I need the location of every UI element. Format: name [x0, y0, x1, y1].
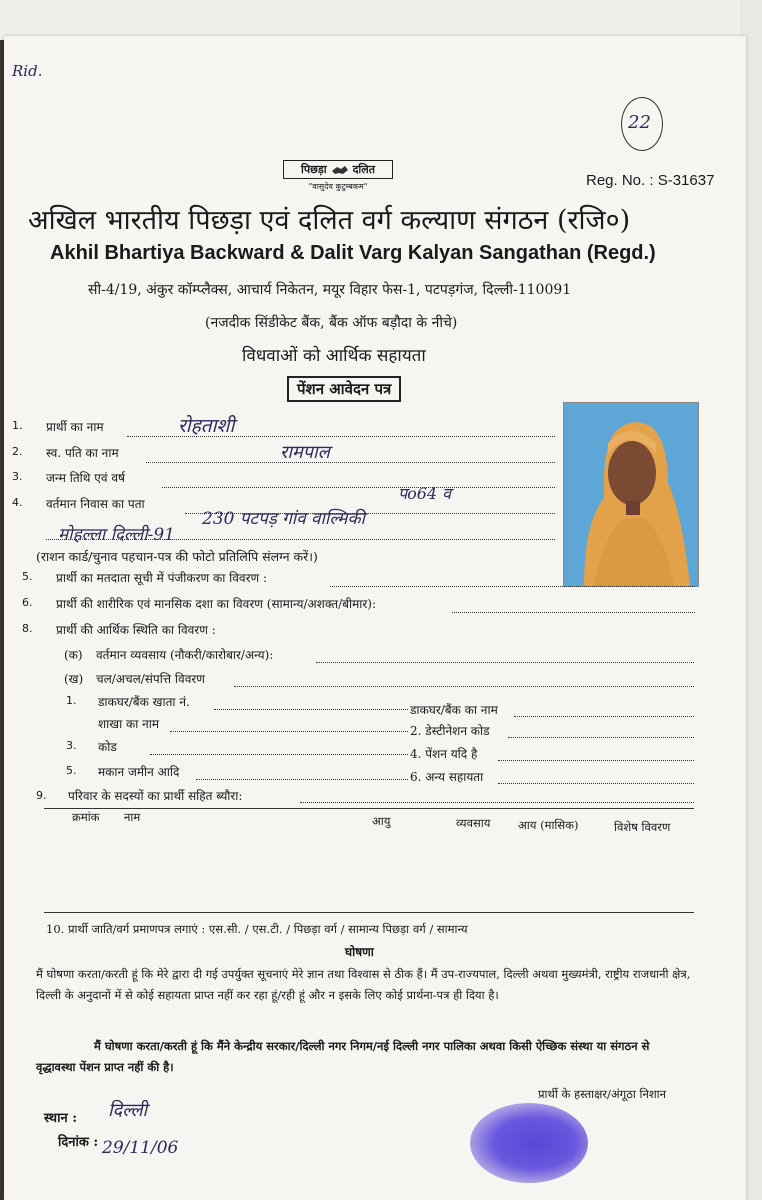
- sub-5-label: मकान जमीन आदि: [98, 765, 180, 779]
- sub-3-number: 3.: [66, 739, 77, 752]
- field-10: 10. प्रार्थी जाति/वर्ग प्रमाणपत्र लगाएं : एस.सी. / एस.टी. / पिछड़ा वर्ग / सामान्य पिछड़ा वर्ग / सामान्य: [46, 922, 468, 936]
- field-9-label: परिवार के सदस्यों का प्रार्थी सहित ब्यौरा:: [68, 789, 243, 803]
- destination-code-line: [508, 737, 694, 738]
- branch-label: शाखा का नाम: [98, 717, 160, 731]
- field-3-line: [162, 487, 555, 488]
- logo-motto: "वासुदेव कुटुम्बकम": [308, 182, 368, 191]
- field-2-number: 2.: [12, 445, 23, 458]
- field-2-label: स्व. पति का नाम: [46, 446, 119, 460]
- field-8a-line: [316, 662, 694, 663]
- applicant-name: रोहताशी: [178, 415, 235, 437]
- title-hindi: अखिल भारतीय पिछड़ा एवं दलित वर्ग कल्याण संगठन (रजि०): [28, 205, 631, 236]
- page-number: 22: [628, 112, 651, 133]
- table-header-name: नाम: [124, 810, 141, 824]
- organization-logo: [283, 160, 393, 194]
- field-3-label: जन्म तिथि एवं वर्ष: [46, 471, 125, 485]
- place-value: दिल्ली: [108, 1100, 148, 1121]
- signature-label: प्रार्थी के हस्ताक्षर/अंगूठा निशान: [538, 1087, 667, 1101]
- table-header-serial: क्रमांक: [72, 810, 100, 824]
- address-value-1: 230 पटपड़ गांव वाल्मिकी: [202, 509, 365, 529]
- sub-1-right-label: डाकघर/बैंक का नाम: [410, 703, 498, 717]
- sub-5-number: 5.: [66, 764, 77, 777]
- pension-label: 4. पेंशन यदि है: [410, 747, 478, 761]
- sub-1-line: [214, 709, 408, 710]
- address-value-2: मोहल्ला दिल्ली-91: [58, 525, 175, 545]
- field-8b-number: (ख): [64, 672, 84, 686]
- field-6-line: [452, 612, 695, 613]
- field-1-label: प्रार्थी का नाम: [46, 420, 104, 434]
- date-value: 29/11/06: [102, 1138, 179, 1158]
- sub-1-label: डाकघर/बैंक खाता नं.: [98, 695, 190, 709]
- table-header-age: आयु: [372, 814, 391, 828]
- sub-3-label: कोड: [98, 740, 117, 754]
- field-6-number: 6.: [22, 596, 33, 609]
- applicant-photo: [563, 402, 699, 587]
- table-header-occupation: व्यवसाय: [456, 816, 491, 830]
- handshake-icon: [331, 163, 349, 177]
- back-sheet-top: [0, 0, 740, 40]
- field-9-number: 9.: [36, 789, 47, 802]
- address-value-1b: पo64 व: [398, 484, 452, 503]
- field-1-number: 1.: [12, 419, 23, 432]
- field-8-label: प्रार्थी की आर्थिक स्थिति का विवरण :: [56, 623, 216, 637]
- field-4-number: 4.: [12, 496, 23, 509]
- pension-line: [498, 760, 694, 761]
- field-3-number: 3.: [12, 470, 23, 483]
- landmark: (नजदीक सिंडीकेट बैंक, बैंक ऑफ बड़ौदा के नीचे): [205, 315, 458, 331]
- scheme-title: विधवाओं को आर्थिक सहायता: [242, 346, 426, 366]
- form-title: पेंशन आवेदन पत्र: [287, 376, 401, 402]
- declaration-title: घोषणा: [345, 945, 374, 959]
- sub-3-line: [150, 754, 408, 755]
- field-8b-label: चल/अचल/संपत्ति विवरण: [96, 672, 205, 686]
- declaration-paragraph-1: मैं घोषणा करता/करती हूं कि मेरे द्वारा दी गई उपर्युक्त सूचनाएं मेरे ज्ञान तथा विश्वास से ठीक हैं। मैं उप-राज्यपाल, दिल्ली अथवा मुख्यमंत्री, राष्ट्रीय राजधानी क्षेत्र, दिल्ली के अनुदानों में से कोई सहायता प्राप्त नहीं कर रहा हूं/रही हूं और न इसके लिए कोई प्रार्थना-पत्र ही दिया है।: [36, 967, 691, 1002]
- title-english: Akhil Bhartiya Backward & Dalit Varg Kalyan Sangathan (Regd.): [50, 242, 656, 264]
- field-8a-number: (क): [64, 648, 83, 662]
- field-6-label: प्रार्थी की शारीरिक एवं मानसिक दशा का विवरण (सामान्य/अशक्त/बीमार):: [56, 597, 377, 611]
- field-8b-line: [234, 686, 694, 687]
- husband-name: रामपाल: [280, 442, 330, 463]
- branch-line: [170, 731, 408, 732]
- field-5-number: 5.: [22, 570, 33, 583]
- field-5-line: [330, 586, 695, 587]
- corner-note: Rid.: [12, 62, 43, 80]
- logo-left-text: पिछड़ा: [301, 163, 327, 176]
- sub-1-number: 1.: [66, 694, 77, 707]
- field-8-number: 8.: [22, 622, 33, 635]
- date-label: दिनांक :: [58, 1135, 99, 1150]
- applicant-portrait: [564, 403, 698, 586]
- other-help-label: 6. अन्य सहायता: [410, 770, 484, 784]
- table-header-remarks: विशेष विवरण: [614, 820, 671, 834]
- table-header-income: आय (मासिक): [518, 818, 579, 832]
- field-5-label: प्रार्थी का मतदाता सूची में पंजीकरण का विवरण :: [56, 571, 268, 585]
- address: सी-4/19, अंकुर कॉम्प्लैक्स, आचार्य निकेतन, मयूर विहार फेस-1, पटपड़गंज, दिल्ली-110091: [88, 282, 572, 298]
- thumb-impression: [470, 1103, 588, 1183]
- field-4-label: वर्तमान निवास का पता: [46, 497, 145, 511]
- sub-1-right-line: [514, 716, 694, 717]
- place-label: स्थान :: [44, 1111, 78, 1126]
- table-bottom-rule: [44, 912, 694, 913]
- field-2-line: [146, 462, 555, 463]
- field-4-note: (राशन कार्ड/चुनाव पहचान-पत्र की फोटो प्रतिलिपि संलग्न करें।): [36, 549, 318, 564]
- field-8a-label: वर्तमान व्यवसाय (नौकरी/कारोबार/अन्य):: [96, 648, 274, 662]
- logo-right-text: दलित: [352, 163, 375, 176]
- destination-code-label: 2. डेस्टीनेशन कोड: [410, 724, 490, 738]
- declaration-paragraph-2: मैं घोषणा करता/करती हूं कि मैंने केन्द्रीय सरकार/दिल्ली नगर निगम/नई दिल्ली नगर पालिका अथवा किसी ऐच्छिक संस्था या संगठन से वृद्धावस्था पेंशन प्राप्त नहीं की है।: [36, 1039, 650, 1074]
- registration-number: Reg. No. : S-31637: [586, 172, 715, 189]
- sub-5-line: [196, 779, 408, 780]
- field-9-line: [300, 802, 694, 803]
- other-help-line: [498, 783, 694, 784]
- table-top-rule: [44, 808, 694, 809]
